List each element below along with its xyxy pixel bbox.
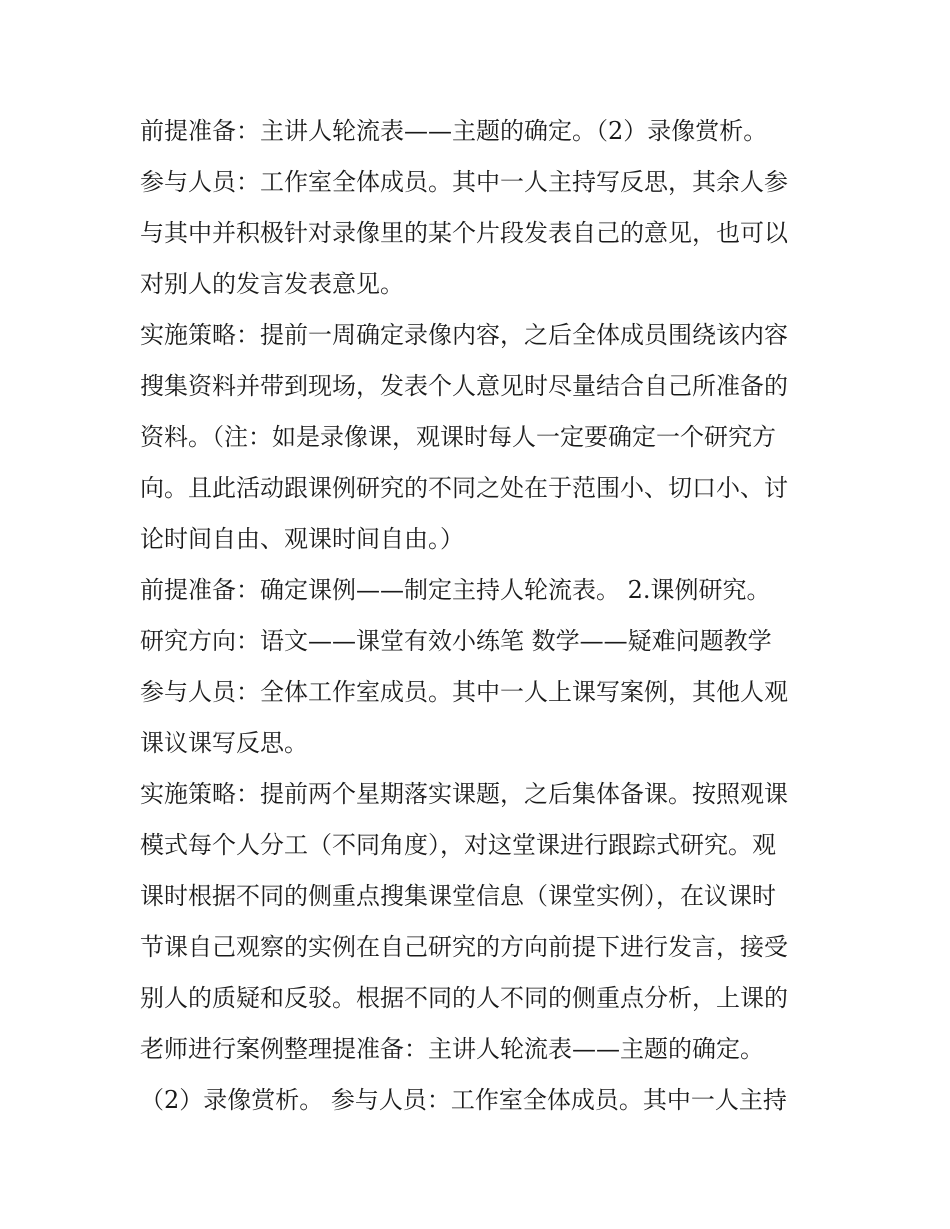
text-line: 节课自己观察的实例在自己研究的方向前提下进行发言，接受 (140, 933, 788, 961)
text-line: 搜集资料并带到现场，发表个人意见时尽量结合自己所准备的 (140, 372, 788, 400)
text-line: 与其中并积极针对录像里的某个片段发表自己的意见，也可以 (140, 219, 788, 247)
text-line: 模式每个人分工（不同角度），对这堂课进行跟踪式研究。观 (140, 831, 776, 859)
text-line: 前提准备：主讲人轮流表——主题的确定。（2）录像赏析。 (140, 117, 768, 145)
text-line: 实施策略：提前一周确定录像内容，之后全体成员围绕该内容 (140, 321, 788, 349)
text-line: 资料。（注：如是录像课，观课时每人一定要确定一个研究方 (140, 423, 776, 451)
text-line: 前提准备：确定课例——制定主持人轮流表。 2.课例研究。 (140, 576, 771, 604)
text-line: 别人的质疑和反驳。根据不同的人不同的侧重点分析，上课的 (140, 984, 788, 1012)
text-line: 实施策略：提前两个星期落实课题，之后集体备课。按照观课 (140, 780, 788, 808)
text-line: 研究方向：语文——课堂有效小练笔 数学——疑难问题教学 (140, 627, 772, 655)
text-line: 向。且此活动跟课例研究的不同之处在于范围小、切口小、讨 (140, 474, 788, 502)
text-line: （2）录像赏析。 参与人员：工作室全体成员。其中一人主持 (140, 1086, 787, 1114)
text-line: 课议课写反思。 (140, 729, 308, 757)
text-line: 参与人员：全体工作室成员。其中一人上课写案例，其他人观 (140, 678, 788, 706)
document-body (140, 106, 820, 1126)
text-line: 对别人的发言发表意见。 (140, 270, 404, 298)
text-line: 课时根据不同的侧重点搜集课堂信息（课堂实例），在议课时 (140, 882, 776, 910)
text-line: 参与人员：工作室全体成员。其中一人主持写反思，其余人参 (140, 168, 788, 196)
text-line: 论时间自由、观课时间自由。） (140, 525, 464, 553)
text-line: 老师进行案例整理提准备：主讲人轮流表——主题的确定。 (140, 1035, 764, 1063)
